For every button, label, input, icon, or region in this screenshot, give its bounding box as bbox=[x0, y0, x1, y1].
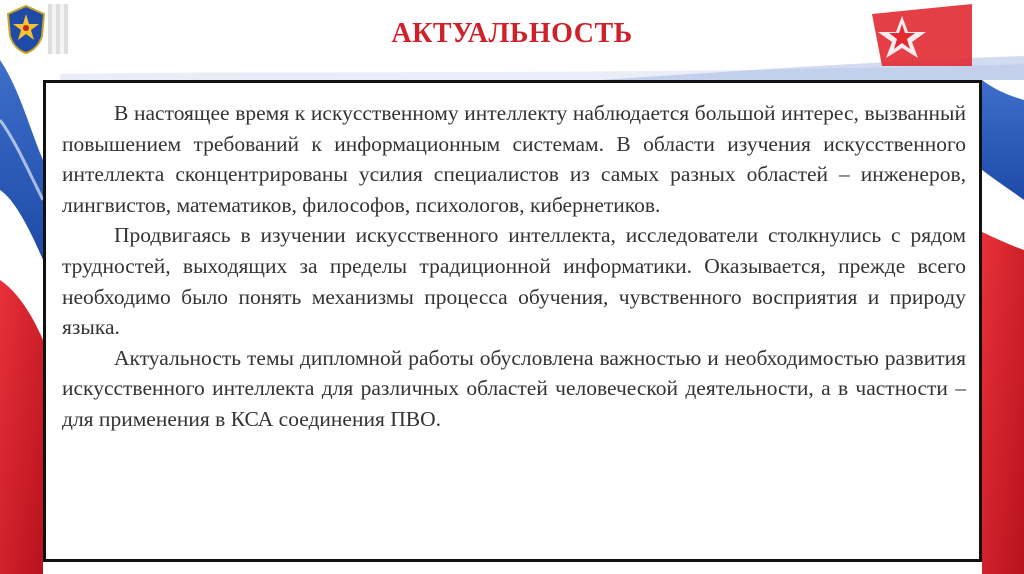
slide-header bbox=[0, 0, 1024, 80]
body-text bbox=[62, 98, 966, 435]
paragraph-2: Продвигаясь в изучении искусственного интеллекта, исследователи столкнулись с рядом трудностей, выходящих за пределы традиционной информатики. Оказывается, прежде всего необходимо было понять механизмы процесса обучения, чувственного восприятия и природу языка. bbox=[62, 223, 966, 340]
slide-title: АКТУАЛЬНОСТЬ bbox=[391, 18, 633, 49]
paragraph-3: Актуальность темы дипломной работы обусловлена важностью и необходимостью развития искусственного интеллекта для различных областей человеческой деятельности, а в частности – для применения в КСА соединения ПВО. bbox=[62, 345, 966, 431]
paragraph-1: В настоящее время к искусственному интеллекту наблюдается большой интерес, вызванный повышением требований к информационным системам. В области изучения искусственного интеллекта сконцентрированы усилия специалистов из самых разных областей – инженеров, лингвистов, математиков, философов, психологов, кибернетиков. bbox=[62, 101, 966, 217]
content-box bbox=[43, 80, 982, 562]
slide-number: 2 bbox=[981, 14, 999, 51]
